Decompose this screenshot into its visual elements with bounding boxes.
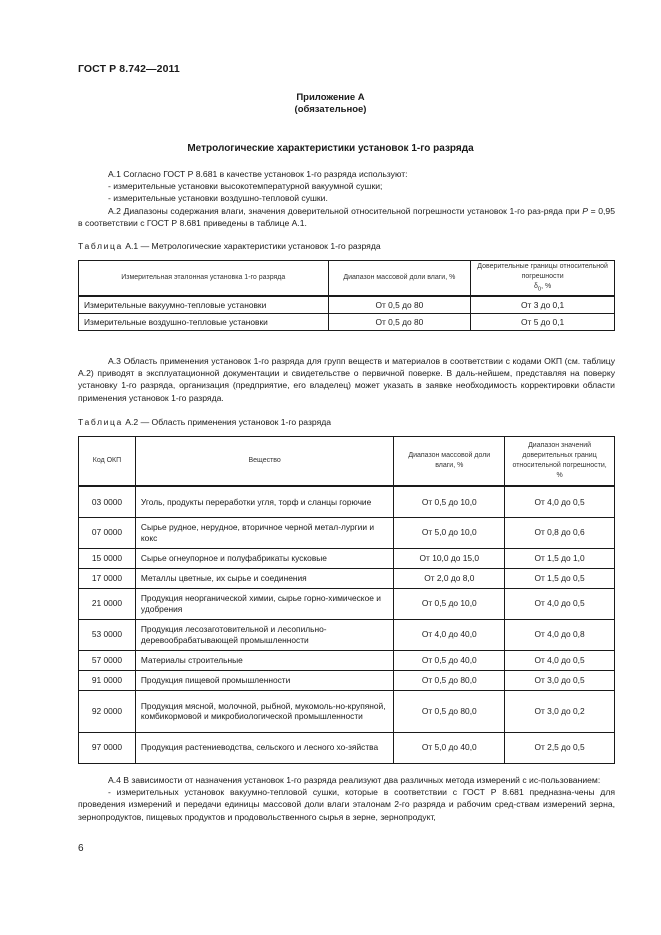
cell-error: От 4,0 до 0,5 <box>505 588 615 619</box>
cell-code: 21 0000 <box>79 588 136 619</box>
table-row <box>79 650 615 670</box>
table-header-row <box>79 261 615 297</box>
paragraph-a2 <box>78 205 615 229</box>
cell-range: От 5,0 до 40,0 <box>394 732 505 763</box>
cell-substance: Сырье рудное, нерудное, вторичное черной метал-лургии и кокс <box>135 517 393 548</box>
cell-range: От 4,0 до 40,0 <box>394 619 505 650</box>
table-a1 <box>78 260 615 331</box>
table-a2 <box>78 436 615 764</box>
header-error-limits: Доверительные границы относительной погрешности $\delta_0$, % <box>471 261 615 297</box>
paragraph-a2-part1: А.2 Диапазоны содержания влаги, значения доверительной относительной погрешности установок 1-го раз-ряда при <box>108 205 583 216</box>
header-moisture-range: Диапазон массовой доли влаги, % <box>328 261 471 297</box>
paragraph-a4: А.4 В зависимости от назначения установок 1-го разряда реализуют два различных метода измерений с ис-пользованием: <box>108 775 601 785</box>
cell-error: От 1,5 до 0,5 <box>505 568 615 588</box>
header-moisture-range: Диапазон массовой доли влаги, % <box>394 437 505 487</box>
table-row <box>79 548 615 568</box>
paragraph-a3-block <box>78 355 615 404</box>
page-number: 6 <box>78 843 84 854</box>
table2-caption <box>78 417 331 427</box>
cell-substance: Уголь, продукты переработки угля, торф и сланцы горючие <box>135 486 393 517</box>
appendix-status: (обязательное) <box>294 104 367 115</box>
cell-code: 57 0000 <box>79 650 136 670</box>
header-substance: Вещество <box>135 437 393 487</box>
table-row <box>79 296 615 314</box>
caption-word: Таблица <box>78 417 123 427</box>
cell-range: От 0,5 до 80 <box>328 296 471 314</box>
cell-substance: Сырье огнеупорное и полуфабрикаты кусковые <box>135 548 393 568</box>
cell-code: 91 0000 <box>79 670 136 690</box>
cell-code: 03 0000 <box>79 486 136 517</box>
cell-error: От 4,0 до 0,8 <box>505 619 615 650</box>
header-error-range: Диапазон значений доверительных границ относительной погрешности, % <box>505 437 615 487</box>
cell-error: От 2,5 до 0,5 <box>505 732 615 763</box>
cell-substance: Продукция пищевой промышленности <box>135 670 393 690</box>
table-row <box>79 486 615 517</box>
cell-code: 53 0000 <box>79 619 136 650</box>
paragraph-a3: А.3 Область применения установок 1-го разряда для групп веществ и материалов в соответствии с кодами ОКП (см. таблицу А.2) приводят в эксплуатационной документации и свидетельстве о первичной поверке. В даль-нейшем, представляя на поверку установку 1-го разряда, организация (предприятие, его владелец) может указать в заявке необходимость корректировки области применения установок 1-го разряда. <box>78 356 615 403</box>
table-row <box>79 619 615 650</box>
cell-error: От 3,0 до 0,2 <box>505 690 615 732</box>
table-row <box>79 568 615 588</box>
cell-range: От 5,0 до 10,0 <box>394 517 505 548</box>
cell-range: От 0,5 до 40,0 <box>394 650 505 670</box>
table-header-row <box>79 437 615 487</box>
table-row <box>79 588 615 619</box>
appendix-title: Приложение А <box>296 92 365 103</box>
list-item: - измерительные установки высокотемпературной вакуумной сушки; <box>108 181 383 192</box>
cell-code: 92 0000 <box>79 690 136 732</box>
cell-error: От 4,0 до 0,5 <box>505 486 615 517</box>
cell-range: От 0,5 до 10,0 <box>394 588 505 619</box>
cell-range: От 10,0 до 15,0 <box>394 548 505 568</box>
section-heading: Метрологические характеристики установок 1-го разряда <box>187 143 474 154</box>
caption-text: А.1 — Метрологические характеристики установок 1-го разряда <box>122 241 381 251</box>
cell-substance: Металлы цветные, их сырье и соединения <box>135 568 393 588</box>
cell-error: От 0,8 до 0,6 <box>505 517 615 548</box>
header-installation: Измерительная эталонная установка 1-го разряда <box>79 261 329 297</box>
cell-error: От 4,0 до 0,5 <box>505 650 615 670</box>
cell-error: От 5 до 0,1 <box>471 314 615 331</box>
list-item: - измерительные установки воздушно-тепловой сушки. <box>108 193 328 204</box>
cell-code: 17 0000 <box>79 568 136 588</box>
table-row <box>79 517 615 548</box>
table-row <box>79 732 615 763</box>
table-row <box>79 670 615 690</box>
caption-text: А.2 — Область применения установок 1-го разряда <box>122 417 332 427</box>
cell-code: 97 0000 <box>79 732 136 763</box>
table-row <box>79 314 615 331</box>
list-item: - измерительных установок вакуумно-тепловой сушки, которые в соответствии с ГОСТ Р 8.681 предназна-чены для проведения измерений и передачи единицы массовой доли влаги эталонам 2-го разряда и рабочим сред-ствам измерений зерна, зернопродуктов, пищевых продуктов и продовольственного сырья в зерне, зернопродукт, <box>78 787 615 822</box>
caption-word: Таблица <box>78 241 123 251</box>
cell-substance: Продукция растениеводства, сельского и лесного хо-зяйства <box>135 732 393 763</box>
table-row <box>79 690 615 732</box>
cell-range: От 0,5 до 80,0 <box>394 670 505 690</box>
paragraph-a4-block <box>78 774 615 823</box>
standard-code: ГОСТ Р 8.742—2011 <box>78 63 180 75</box>
cell-error: От 3,0 до 0,5 <box>505 670 615 690</box>
cell-range: От 0,5 до 10,0 <box>394 486 505 517</box>
cell-error: От 3 до 0,1 <box>471 296 615 314</box>
cell-installation: Измерительные вакуумно-тепловые установки <box>79 296 329 314</box>
cell-range: От 0,5 до 80 <box>328 314 471 331</box>
cell-installation: Измерительные воздушно-тепловые установки <box>79 314 329 331</box>
probability-symbol: Р <box>582 205 589 216</box>
header-okp-code: Код ОКП <box>79 437 136 487</box>
paragraph-a1: А.1 Согласно ГОСТ Р 8.681 в качестве установок 1-го разряда используют: <box>108 169 408 179</box>
table1-caption <box>78 241 381 251</box>
cell-range: От 0,5 до 80,0 <box>394 690 505 732</box>
cell-code: 15 0000 <box>79 548 136 568</box>
cell-code: 07 0000 <box>79 517 136 548</box>
paragraph-a2-part2: = 0,95 в соответствии с ГОСТ Р 8.681 приведены в таблице А.1. <box>78 205 615 228</box>
cell-substance: Продукция мясной, молочной, рыбной, мукомоль-но-крупяной, комбикормовой и микробиологической промышленности <box>135 690 393 732</box>
cell-error: От 1,5 до 1,0 <box>505 548 615 568</box>
cell-substance: Материалы строительные <box>135 650 393 670</box>
cell-range: От 2,0 до 8,0 <box>394 568 505 588</box>
cell-substance: Продукция неорганической химии, сырье горно-химическое и удобрения <box>135 588 393 619</box>
cell-substance: Продукция лесозаготовительной и лесопильно-деревообрабатывающей промышленности <box>135 619 393 650</box>
intro-block <box>78 168 615 229</box>
